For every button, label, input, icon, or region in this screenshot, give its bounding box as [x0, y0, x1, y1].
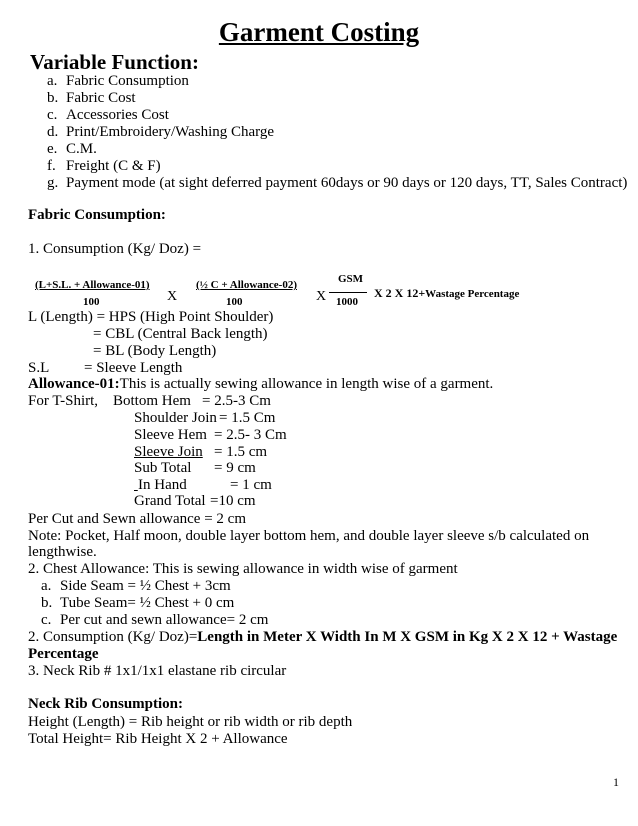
formula-fraction-bar — [329, 292, 367, 293]
formula-numerator-2: (½ C + Allowance-02) — [196, 279, 297, 291]
total-height-line: Total Height= Rib Height X 2 + Allowance — [28, 731, 288, 747]
consumption-2-formula-cont: Percentage — [28, 646, 99, 662]
list-label: b. — [47, 90, 59, 106]
allowance-row-value: = 1 cm — [230, 477, 272, 493]
allowance-row-underlined — [134, 445, 269, 461]
allowance-row-name: Sleeve Join — [134, 444, 203, 460]
formula-multiply-2: X — [316, 289, 327, 304]
formula-numerator-1: (L+S.L. + Allowance-01) — [35, 279, 150, 291]
neck-rib-heading: Neck Rib Consumption: — [28, 696, 184, 712]
chest-allowance-line: 2. Chest Allowance: This is sewing allowance in width wise of garment — [28, 561, 458, 577]
section-heading-variable-function: Variable Function: — [30, 50, 199, 74]
neck-rib-line: 3. Neck Rib # 1x1/1x1 elastane rib circular — [28, 663, 287, 679]
consumption-2-prefix: 2. Consumption (Kg/ Doz)= — [28, 629, 198, 645]
consumption-line-1: 1. Consumption (Kg/ Doz) = — [28, 241, 202, 257]
list-item — [47, 91, 136, 107]
formula-denominator-1: 100 — [83, 296, 100, 308]
allowance-row-value: = 2.5-3 Cm — [202, 393, 271, 409]
list-item — [47, 74, 189, 90]
list-item — [47, 159, 161, 175]
list-text: Freight (C & F) — [66, 158, 161, 174]
allowance-row-value: = 9 cm — [214, 460, 256, 476]
fabric-consumption-heading: Fabric Consumption: — [28, 207, 166, 223]
list-label: a. — [47, 73, 58, 89]
formula-tail — [374, 285, 519, 302]
tshirt-label: For T-Shirt, — [28, 393, 99, 409]
formula-denominator-2: 100 — [226, 296, 243, 308]
allowance-row-underlined — [134, 477, 272, 494]
list-item — [41, 579, 231, 595]
allowance-row-name: Sub Total — [134, 460, 192, 476]
consumption-line-2 — [28, 630, 617, 646]
list-label: g. — [47, 175, 59, 191]
list-item — [47, 142, 97, 158]
length-definition: L (Length) = HPS (High Point Shoulder) — [28, 309, 274, 325]
length-definition: = BL (Body Length) — [93, 343, 217, 359]
list-text: Print/Embroidery/Washing Charge — [66, 124, 275, 140]
allowance-01-text: This is actually sewing allowance in length wise of a garment. — [119, 376, 494, 392]
page-title: Garment Costing — [218, 17, 420, 47]
list-label: f. — [47, 158, 56, 174]
formula-denominator-3: 1000 — [336, 296, 358, 308]
allowance-row-name: Bottom Hem — [113, 393, 191, 409]
list-text: Side Seam = ½ Chest + 3cm — [60, 578, 231, 594]
list-item — [47, 125, 274, 141]
length-definition: = CBL (Central Back length) — [93, 326, 268, 342]
sleeve-length-value: = Sleeve Length — [84, 360, 183, 376]
formula-tail-a: X 2 X 12+ — [374, 286, 426, 300]
list-item — [41, 596, 234, 612]
note-line-2: lengthwise. — [28, 544, 97, 560]
allowance-01-label: Allowance-01: — [28, 376, 120, 392]
list-item — [47, 108, 169, 124]
list-item — [47, 176, 627, 192]
allowance-row-value: = 2.5- 3 Cm — [214, 427, 287, 443]
page-number: 1 — [613, 775, 619, 789]
list-text: Payment mode (at sight deferred payment 60days or 90 days or 120 days, TT, Sales Contract) — [66, 175, 628, 191]
formula-tail-b: Wastage Percentage — [425, 288, 520, 300]
formula-multiply-1: X — [167, 289, 178, 304]
consumption-2-formula: Length in Meter X Width In M X GSM in Kg X 2 X 12 + Wastage — [197, 629, 618, 645]
list-text: Per cut and sewn allowance= 2 cm — [60, 612, 269, 628]
allowance-row-name: In Hand — [138, 477, 187, 493]
list-item — [41, 613, 268, 629]
allowance-row-value: = 1.5 Cm — [219, 410, 276, 426]
list-text: Tube Seam= ½ Chest + 0 cm — [60, 595, 235, 611]
note-line-1: Note: Pocket, Half moon, double layer bottom hem, and double layer sleeve s/b calculated on — [28, 528, 590, 544]
list-text: Accessories Cost — [66, 107, 169, 123]
height-line: Height (Length) = Rib height or rib width or rib depth — [28, 714, 353, 730]
sleeve-length-label: S.L — [28, 360, 50, 376]
allowance-01-line — [28, 377, 493, 393]
allowance-row-value: =10 cm — [210, 493, 256, 509]
allowance-row-name: Grand Total — [134, 493, 206, 509]
list-text: Fabric Cost — [66, 90, 136, 106]
list-text: C.M. — [66, 141, 97, 157]
list-text: Fabric Consumption — [66, 73, 189, 89]
list-label: b. — [41, 595, 53, 611]
list-label: c. — [41, 612, 52, 628]
per-cut-line: Per Cut and Sewn allowance = 2 cm — [28, 511, 246, 527]
allowance-row-name: Sleeve Hem — [134, 427, 207, 443]
formula-numerator-3: GSM — [338, 273, 364, 285]
allowance-row-name: Shoulder Join — [134, 410, 217, 426]
list-label: c. — [47, 107, 58, 123]
list-label: d. — [47, 124, 59, 140]
list-label: e. — [47, 141, 58, 157]
list-label: a. — [41, 578, 52, 594]
allowance-row-value: = 1.5 cm — [214, 444, 268, 460]
